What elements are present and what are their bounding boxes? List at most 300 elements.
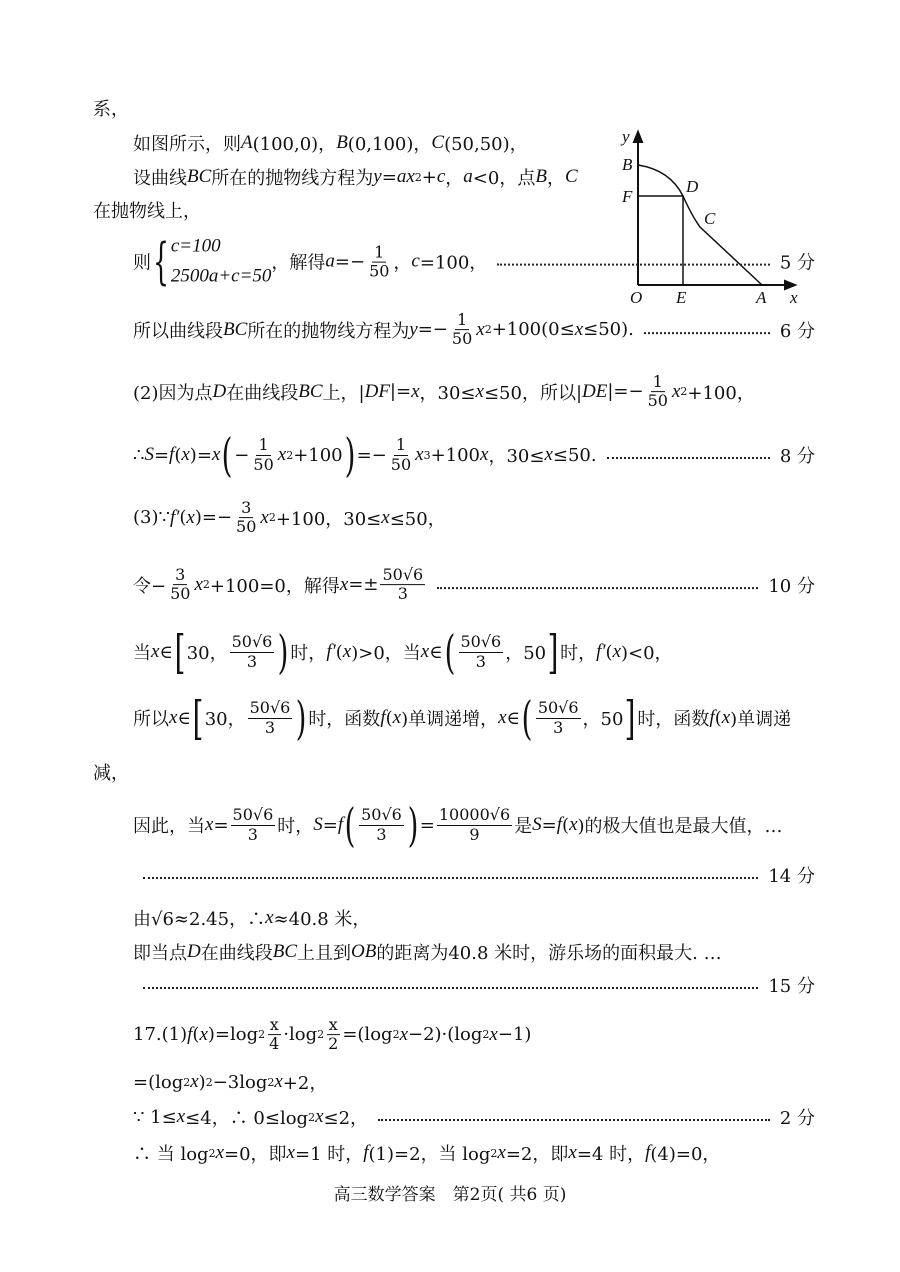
- math-variable: x: [497, 1142, 506, 1163]
- bracket: (: [444, 625, 455, 679]
- denominator: 50: [236, 517, 257, 537]
- text: )的极大值也是最大值，…: [577, 816, 783, 837]
- denominator: 3: [397, 584, 408, 604]
- text: 如图所示，则: [133, 134, 241, 155]
- text: ∈: [429, 641, 443, 663]
- text-line: [133, 1104, 815, 1130]
- math-variable: x: [342, 641, 352, 662]
- text: 30，: [186, 643, 228, 664]
- fraction: [231, 806, 276, 844]
- fraction: [234, 499, 258, 537]
- equation: c=100: [170, 235, 221, 257]
- text: |=−: [607, 381, 644, 403]
- numerator: 50√6: [382, 565, 424, 585]
- line-content: [133, 939, 722, 965]
- text: =−: [334, 251, 366, 273]
- math-variable: c: [411, 251, 420, 272]
- denominator: 50: [170, 584, 191, 604]
- fraction: [359, 806, 404, 844]
- math-variable: x: [480, 444, 489, 465]
- text-line: [133, 862, 815, 888]
- dotted-leader: [437, 587, 758, 589]
- superscript: 3: [423, 448, 431, 462]
- denominator: 3: [553, 717, 564, 737]
- text: =1 时，: [294, 1144, 364, 1165]
- text: 时，: [560, 643, 597, 664]
- text: 当: [133, 643, 151, 664]
- line-content: [133, 499, 446, 537]
- line-content: [133, 428, 597, 482]
- fraction: [450, 311, 474, 349]
- math-variable: S: [144, 444, 154, 465]
- math-variable: x: [498, 707, 507, 728]
- subscript: 2: [317, 1028, 325, 1042]
- text: 所在的抛物线方程为: [211, 168, 374, 189]
- math-variable: DF: [364, 381, 390, 402]
- subscript: 2: [183, 1075, 191, 1089]
- line-content: [133, 566, 427, 604]
- text: 17.(1): [133, 1024, 188, 1046]
- math-variable: DE: [582, 381, 608, 402]
- math-variable: x: [489, 1024, 498, 1045]
- text: 减，: [93, 763, 129, 784]
- fraction: [230, 633, 275, 671]
- math-variable: f: [169, 444, 175, 465]
- math-variable: BC: [223, 319, 248, 340]
- text: =(log: [342, 1024, 393, 1046]
- bracket: [: [192, 691, 204, 745]
- math-variable: x: [315, 1106, 324, 1127]
- math-variable: x: [612, 641, 621, 662]
- text-line: [133, 232, 815, 293]
- text-line: [133, 625, 815, 679]
- text: ≤50，所以|: [483, 383, 583, 404]
- bracket: ]: [547, 625, 559, 679]
- denominator: 50: [253, 454, 274, 474]
- math-variable: OB: [351, 941, 377, 962]
- math-variable: y: [373, 166, 382, 187]
- dotted-leader: [378, 1119, 770, 1121]
- math-variable: x: [211, 444, 221, 465]
- math-variable: x: [574, 319, 584, 340]
- label-A: A: [756, 288, 767, 307]
- text-line: [133, 1140, 815, 1166]
- label-x: x: [790, 288, 798, 307]
- text: ∵ 1≤: [133, 1106, 177, 1128]
- dotted-leader: [497, 264, 770, 266]
- math-variable: x: [721, 707, 731, 728]
- text: )=: [189, 444, 212, 466]
- line-content: [133, 798, 783, 852]
- label-y: y: [622, 127, 630, 146]
- math-variable: BC: [187, 166, 212, 187]
- text: =2，即: [505, 1144, 569, 1165]
- fraction: [459, 633, 504, 671]
- numerator: 50√6: [231, 632, 273, 652]
- math-variable: x: [169, 707, 178, 728]
- math-variable: y: [409, 319, 418, 340]
- subscript: 2: [392, 1028, 400, 1042]
- math-variable: f: [645, 1142, 651, 1163]
- text: (3)∵: [133, 507, 170, 529]
- line-content: [133, 1016, 531, 1054]
- math-variable: x: [199, 1024, 208, 1045]
- text: ，50: [582, 709, 624, 730]
- line-content: [133, 1140, 720, 1166]
- text: 时，函数: [637, 709, 710, 730]
- text: +100，: [687, 383, 755, 404]
- score-label: 6 分: [779, 321, 815, 342]
- math-variable: x: [339, 574, 349, 595]
- text-line: [133, 798, 815, 852]
- text: 所在的抛物线方程为: [247, 321, 410, 342]
- label-F: F: [622, 187, 633, 206]
- math-variable: a: [463, 166, 473, 187]
- superscript: 2: [202, 578, 210, 592]
- score-label: 2 分: [779, 1108, 815, 1129]
- text: =: [213, 814, 229, 836]
- dotted-leader: [143, 987, 758, 989]
- line-content: [133, 164, 578, 190]
- text: ≤50.: [552, 444, 597, 466]
- text-line: [133, 373, 815, 411]
- text: +100=0，解得: [209, 576, 340, 597]
- denominator: 50: [647, 391, 668, 411]
- math-variable: x: [415, 444, 424, 465]
- text: =4 时，: [576, 1144, 646, 1165]
- math-variable: x: [194, 574, 203, 595]
- text: =: [153, 444, 170, 466]
- math-variable: f′: [596, 641, 606, 662]
- text: 时，: [290, 643, 327, 664]
- math-variable: f: [187, 1024, 193, 1045]
- line-content: [133, 130, 528, 156]
- math-variable: c: [436, 166, 446, 187]
- line-content: [93, 95, 129, 121]
- equation: 2500a+c=50: [170, 266, 272, 287]
- text: =−: [356, 444, 387, 466]
- text: =±: [348, 574, 379, 596]
- text: (: [174, 444, 182, 466]
- denominator: 3: [376, 824, 387, 844]
- text: ∈: [506, 707, 520, 729]
- text: −1): [497, 1024, 532, 1046]
- denominator: 2: [328, 1034, 339, 1054]
- text: 由√6≈2.45，∴: [133, 909, 266, 930]
- text: (0,100)，: [347, 134, 432, 155]
- text: +100(0≤: [491, 319, 575, 341]
- text: 的距离为40.8 米时，游乐场的面积最大. …: [376, 943, 722, 964]
- bracket: (: [344, 798, 356, 852]
- numerator: 3: [175, 565, 186, 585]
- text: )=log: [207, 1024, 259, 1046]
- line-content: [133, 625, 673, 679]
- text: 上且到: [297, 943, 352, 964]
- text: ∴: [133, 444, 145, 466]
- text: ，: [546, 168, 565, 189]
- superscript: 2: [286, 448, 294, 462]
- score-label: 10 分: [768, 576, 815, 597]
- text-line: [93, 759, 815, 785]
- fraction: [389, 436, 413, 474]
- numerator: 50√6: [537, 698, 579, 718]
- bracket: (: [221, 428, 233, 482]
- text: (: [385, 707, 393, 729]
- text: =: [322, 814, 338, 836]
- fraction: [168, 566, 192, 604]
- text: 时，函数: [308, 709, 381, 730]
- math-variable: B: [535, 166, 547, 187]
- numerator: x: [269, 1015, 279, 1035]
- math-variable: f: [337, 814, 344, 835]
- text: =(log: [133, 1071, 184, 1093]
- math-variable: x: [392, 707, 402, 728]
- text: +: [421, 166, 437, 188]
- subscript: 2: [482, 1028, 490, 1042]
- math-variable: BC: [272, 941, 298, 962]
- text: =100，: [419, 253, 488, 274]
- label-B: B: [622, 155, 633, 174]
- denominator: 4: [269, 1034, 280, 1054]
- fraction: [326, 1016, 340, 1054]
- score-label: 8 分: [779, 446, 815, 467]
- superscript: 2: [680, 385, 688, 399]
- fraction: [251, 436, 275, 474]
- text: ，: [445, 168, 464, 189]
- dotted-leader: [607, 457, 770, 459]
- math-variable: x: [186, 507, 195, 528]
- denominator: 50: [369, 261, 390, 281]
- math-variable: x: [411, 381, 420, 402]
- line-content: [93, 197, 201, 223]
- numerator: 3: [241, 498, 252, 518]
- text-line: [133, 428, 815, 482]
- denominator: 3: [475, 651, 486, 671]
- math-variable: x: [265, 907, 274, 928]
- equation-rows: [171, 232, 272, 293]
- text: 在抛物线上，: [93, 201, 201, 222]
- superscript: 2: [268, 511, 276, 525]
- math-variable: f: [709, 707, 715, 728]
- line-content: [133, 905, 370, 931]
- text-line: [133, 311, 815, 349]
- score-label: 5 分: [779, 253, 815, 274]
- text: 系，: [93, 99, 129, 120]
- text: −2)·(log: [408, 1024, 483, 1046]
- math-variable: D: [212, 381, 227, 402]
- text-line: [133, 939, 815, 965]
- math-variable: x: [260, 507, 269, 528]
- text: =: [381, 166, 397, 188]
- score-label: 14 分: [768, 866, 815, 887]
- text: +100，30≤: [275, 509, 382, 530]
- text: (50,50)，: [444, 134, 528, 155]
- line-content: [133, 311, 634, 349]
- fraction: [367, 243, 391, 281]
- dotted-leader: [143, 877, 758, 879]
- text: −: [234, 444, 250, 466]
- numerator: 50√6: [232, 805, 274, 825]
- text: ∈: [159, 641, 173, 663]
- dotted-leader: [644, 332, 770, 334]
- text: +100: [430, 444, 481, 466]
- math-variable: D: [187, 941, 201, 962]
- math-variable: x: [420, 641, 430, 662]
- bracket: ): [344, 428, 356, 482]
- label-E: E: [676, 288, 687, 307]
- text: 上，|: [322, 383, 365, 404]
- numerator: 1: [395, 435, 407, 455]
- subscript: 2: [258, 1028, 266, 1042]
- text: 令−: [133, 576, 167, 597]
- math-variable: x: [176, 1106, 186, 1127]
- text: (100,0)，: [252, 134, 337, 155]
- text: ≈40.8 米，: [273, 909, 371, 930]
- text: −3log: [212, 1071, 268, 1093]
- text: ≤50).: [583, 319, 634, 341]
- math-variable: x: [215, 1142, 224, 1163]
- text: )单调递: [730, 709, 792, 730]
- math-variable: f′: [169, 507, 180, 528]
- subscript: 2: [308, 1110, 316, 1124]
- text-line: [133, 130, 815, 156]
- numerator: 50√6: [460, 632, 502, 652]
- math-variable: x: [476, 319, 485, 340]
- text: =: [419, 814, 435, 836]
- text: ，解得: [271, 253, 326, 274]
- text-line: [133, 1016, 815, 1054]
- text: =−: [417, 319, 448, 341]
- math-variable: x: [151, 641, 160, 662]
- line-content: [133, 373, 755, 411]
- text: 30，: [204, 709, 246, 730]
- math-variable: S: [313, 814, 323, 835]
- text-line: [93, 197, 815, 223]
- denominator: 3: [264, 717, 276, 737]
- subscript: 2: [490, 1146, 498, 1160]
- numerator: 50√6: [249, 698, 291, 718]
- text: ≤50，: [389, 509, 446, 530]
- superscript: 2: [205, 1075, 213, 1089]
- text: =: [541, 814, 557, 836]
- fraction: [646, 373, 670, 411]
- math-variable: ax: [396, 166, 415, 187]
- math-variable: f′: [326, 641, 336, 662]
- superscript: 2: [484, 323, 492, 337]
- math-variable: x: [399, 1024, 408, 1045]
- bracket: ): [407, 798, 419, 852]
- text: |=: [389, 381, 412, 403]
- text: ∈: [177, 707, 191, 729]
- text: )>0，当: [351, 643, 421, 664]
- denominator: 3: [246, 651, 258, 671]
- text: 因此，当: [133, 816, 205, 837]
- text-line: [133, 164, 815, 190]
- text-line: [133, 499, 815, 537]
- denominator: 50: [451, 329, 473, 349]
- math-variable: x: [277, 444, 287, 465]
- numerator: 1: [652, 372, 663, 392]
- text: ，30≤: [419, 383, 476, 404]
- text: ≤4，∴ 0≤log: [185, 1108, 309, 1129]
- text: 所以曲线段: [133, 321, 223, 342]
- math-variable: f: [363, 1142, 369, 1163]
- text: (: [714, 707, 722, 729]
- label-D: D: [686, 177, 699, 196]
- text: +2，: [282, 1073, 328, 1094]
- text: )单调递增，: [401, 709, 499, 730]
- text: 是: [514, 816, 533, 837]
- label-O: O: [630, 288, 643, 307]
- math-variable: a: [325, 251, 335, 272]
- brace: {: [152, 233, 169, 291]
- text-line: [133, 1069, 815, 1095]
- text-line: [133, 972, 815, 998]
- math-variable: C: [431, 132, 445, 153]
- text-line: [133, 691, 815, 745]
- math-variable: x: [205, 814, 214, 835]
- text: 则: [133, 253, 151, 274]
- text: ，50: [505, 643, 547, 664]
- math-variable: x: [671, 381, 681, 402]
- numerator: x: [328, 1015, 338, 1035]
- bracket: ): [277, 625, 289, 679]
- bracket: (: [521, 691, 533, 745]
- score-label: 15 分: [768, 976, 815, 997]
- text: ): [198, 1071, 206, 1093]
- math-variable: BC: [298, 381, 323, 402]
- text: ，: [393, 253, 412, 274]
- denominator: 9: [469, 824, 480, 844]
- text: 在曲线段: [226, 383, 299, 404]
- math-variable: x: [274, 1071, 283, 1092]
- math-variable: x: [381, 507, 390, 528]
- denominator: 50: [390, 454, 412, 474]
- math-variable: f: [380, 707, 386, 728]
- fraction: [380, 566, 425, 604]
- text: (: [562, 814, 570, 836]
- text: 时，: [277, 816, 314, 837]
- equation-system: [151, 232, 271, 293]
- math-variable: x: [475, 381, 484, 402]
- line-content: [133, 1104, 368, 1130]
- fraction: [248, 699, 293, 737]
- text: 设曲线: [133, 168, 187, 189]
- text: 所以: [133, 709, 169, 730]
- text: ，30≤: [488, 446, 545, 467]
- text: 即当点: [133, 943, 187, 964]
- subscript: 2: [267, 1075, 275, 1089]
- denominator: 3: [247, 824, 258, 844]
- text-line: [93, 95, 815, 121]
- label-C: C: [704, 209, 716, 228]
- line-content: [93, 759, 129, 785]
- subscript: 2: [208, 1146, 216, 1160]
- text: (: [605, 641, 613, 663]
- text: =0，即: [224, 1144, 287, 1165]
- line-content: [133, 691, 792, 745]
- text: (1)=2，当 log: [368, 1144, 491, 1165]
- fraction: [267, 1016, 281, 1054]
- text: 在曲线段: [200, 943, 273, 964]
- numerator: 1: [258, 435, 269, 455]
- math-variable: A: [241, 132, 253, 153]
- text: ∴ 当 log: [133, 1144, 209, 1165]
- text: <0，点: [472, 168, 536, 189]
- text: (4)=0，: [650, 1144, 721, 1165]
- text: (: [179, 507, 187, 529]
- text-line: [133, 905, 815, 931]
